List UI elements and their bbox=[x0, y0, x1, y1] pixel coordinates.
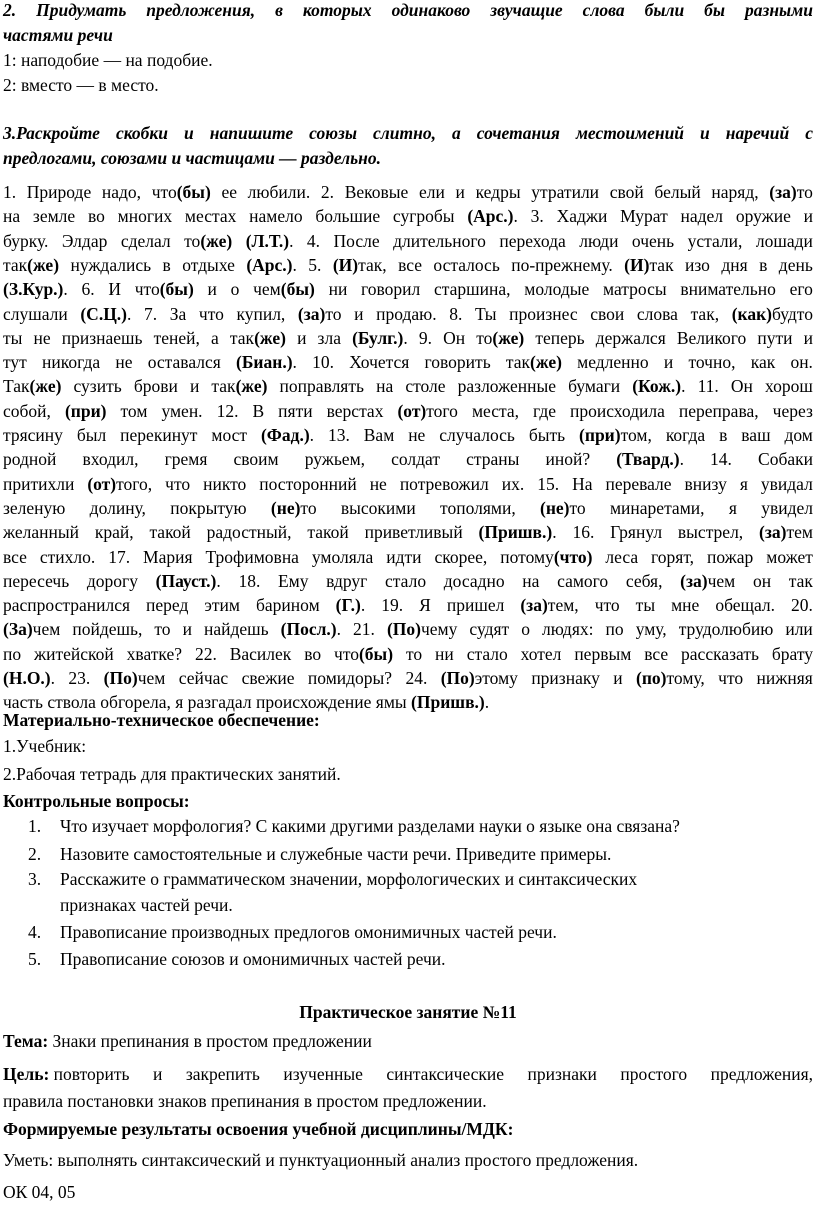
competency-codes: ОК 04, 05 bbox=[3, 1182, 76, 1202]
task3-line: родной входил, гремя своим ружьем, солдат страны иной? (Твард.). 14. Собаки bbox=[3, 449, 813, 470]
task3-line: тут никогда не оставался (Биан.). 10. Хочется говорить так(же) медленно и точно, как он. bbox=[3, 352, 813, 373]
results-heading: Формируемые результаты освоения учебной дисциплины/МДК: bbox=[3, 1119, 514, 1139]
task3-line: Так(же) сузить брови и так(же) поправлять на столе разложенные бумаги (Кож.). 11. Он хорош bbox=[3, 376, 813, 397]
task3-line: бурку. Элдар сделал то(же) (Л.Т.). 4. После длительного перехода люди очень устали, лошади bbox=[3, 230, 813, 251]
task3-line: собой, (при) том умен. 12. В пяти верстах (от)того места, где происходила переправа, через bbox=[3, 400, 813, 421]
task3-line: притихли (от)того, что никто посторонний не потревожил их. 15. На перевале внизу я увидал bbox=[3, 473, 813, 494]
question-item-3: 3. Расскажите о грамматическом значении, морфологических и синтаксических bbox=[28, 869, 638, 889]
task3-line: (З.Кур.). 6. И что(бы) и о чем(бы) ни говорил старшина, молодые матросы внимательно его bbox=[3, 279, 813, 300]
task3-line: все стихло. 17. Мария Трофимовна умоляла идти скорее, потому(что) леса горят, пожар может bbox=[3, 546, 813, 567]
materials-item-1: 1.Учебник: bbox=[3, 736, 87, 756]
task3-line: распространился перед этим барином (Г.). 19. Я пришел (за)тем, что ты мне обещал. 20. bbox=[3, 595, 813, 616]
task3-line: пересечь дорогу (Пауст.). 18. Ему вдруг стало досадно на самого себя, (за)чем он так bbox=[3, 570, 813, 591]
topic-text: Знаки препинания в простом предложении bbox=[48, 1031, 372, 1051]
lesson-title: Практическое занятие №11 bbox=[299, 1002, 517, 1022]
task3-line: на земле во многих местах намело большие сугробы (Арс.). 3. Хаджи Мурат надел оружие и bbox=[3, 206, 813, 227]
lesson-goal-line2: правила постановки знаков препинания в простом предложении. bbox=[3, 1091, 487, 1111]
task3-heading-line2: предлогами, союзами и частицами — раздельно. bbox=[3, 148, 381, 168]
task3-line: зеленую долину, покрытую (не)то высокими тополями, (не)то минаретами, я увидел bbox=[3, 497, 813, 518]
question-item-3-continuation: признаках частей речи. bbox=[60, 895, 233, 915]
materials-heading: Материально-техническое обеспечение: bbox=[3, 710, 320, 730]
lesson-topic bbox=[3, 1029, 813, 1054]
task3-line: (За)чем пойдешь, то и найдешь (Посл.). 21. (По)чему судят о людях: по уму, трудолюбию или bbox=[3, 619, 813, 640]
task2-item-2: 2: вместо — в место. bbox=[3, 75, 159, 95]
task2-heading-line1: 2. Придумать предложения, в которых одинаково звучащие слова были бы разными bbox=[3, 0, 813, 20]
question-item-5: 5. Правописание союзов и омонимичных частей речи. bbox=[28, 949, 446, 969]
task3-line: желанный край, такой радостный, такой приветливый (Пришв.). 16. Грянул выстрел, (за)тем bbox=[3, 522, 813, 543]
question-item-2: 2. Назовите самостоятельные и служебные части речи. Приведите примеры. bbox=[28, 844, 612, 864]
lesson-goal-line1: Цель: повторить и закрепить изученные синтаксические признаки простого предложения, bbox=[3, 1064, 813, 1084]
task2-item-1: 1: наподобие — на подобие. bbox=[3, 50, 213, 70]
task3-line: (Н.О.). 23. (По)чем сейчас свежие помидоры? 24. (По)этому признаку и (по)тому, что нижняя bbox=[3, 668, 813, 688]
task3-line: так(же) нуждались в отдыхе (Арс.). 5. (И)так, все осталось по-прежнему. (И)так изо дня в день bbox=[3, 254, 813, 275]
question-item-1: 1. Что изучает морфология? С какими другими разделами науки о языке она связана? bbox=[28, 816, 680, 836]
task3-line: слушали (С.Ц.). 7. За что купил, (за)то и продаю. 8. Ты произнес свои слова так, (как)будто bbox=[3, 303, 813, 324]
questions-heading: Контрольные вопросы: bbox=[3, 791, 190, 811]
topic-label: Тема: bbox=[3, 1031, 49, 1051]
materials-item-2: 2.Рабочая тетрадь для практических занятий. bbox=[3, 764, 341, 784]
task3-line: ты не признаешь теней, а так(же) и зла (Булг.). 9. Он то(же) теперь держался Великого пути и bbox=[3, 327, 813, 348]
task2-heading-line2: частями речи bbox=[3, 25, 113, 45]
task3-heading-line1: 3.Раскройте скобки и напишите союзы слитно, а сочетания местоимений и наречий с bbox=[3, 123, 813, 143]
question-item-4: 4. Правописание производных предлогов омонимичных частей речи. bbox=[28, 922, 557, 942]
task3-line: 1. Природе надо, что(бы) ее любили. 2. Вековые ели и кедры утратили свой белый наряд, (за)то bbox=[3, 182, 813, 202]
skill-text: Уметь: выполнять синтаксический и пунктуационный анализ простого предложения. bbox=[3, 1150, 639, 1170]
task3-line: по житейской хватке? 22. Василек во что(бы) то ни стало хотел первым все рассказать брату bbox=[3, 643, 813, 664]
task3-line: трясину был перекинут мост (Фад.). 13. Вам не случалось быть (при)том, когда в ваш дом bbox=[3, 425, 813, 445]
task3-line: часть ствола обгорела, я разгадал происхождение ямы (Пришв.). bbox=[3, 692, 490, 713]
